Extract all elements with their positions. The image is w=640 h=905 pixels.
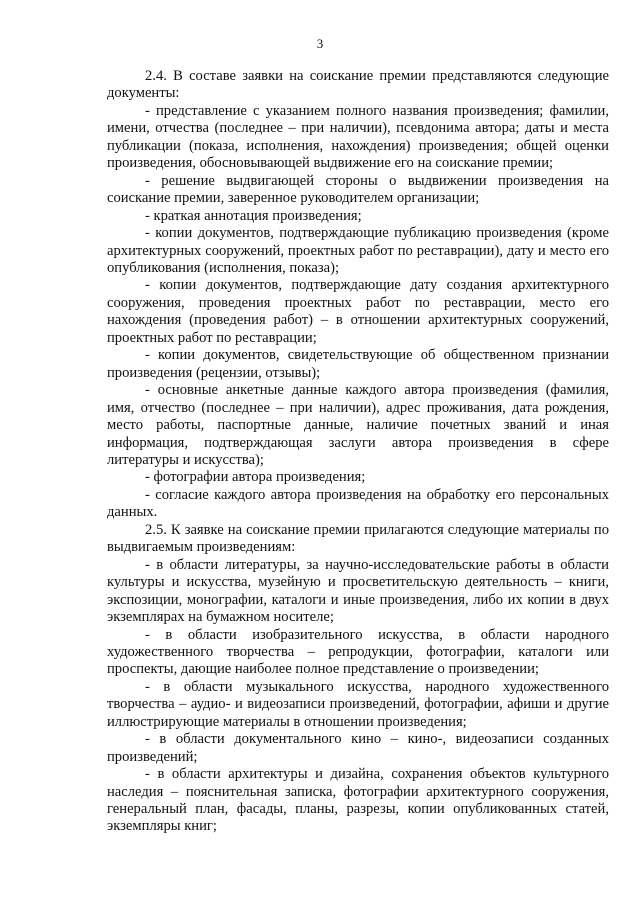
list-item-documentary: - в области документального кино – кино-, видеозаписи созданных произведений; xyxy=(107,731,609,765)
list-item-nomination-statement: - представление с указанием полного названия произведения; фамилии, имени, отчества (последнее – при наличии), псевдонима автора; даты и места публикации (показа, исполнения, нахождения) произведения; общей оценки произведения, обосновывающей выдвижение его на соискание премии; xyxy=(107,102,609,172)
list-item-author-photos: - фотографии автора произведения; xyxy=(145,469,366,486)
list-item-architecture-design: - в области архитектуры и дизайна, сохранения объектов культурного наследия – пояснительная записка, фотографии архитектурного сооружения, генеральный план, фасады, планы, разрезы, копии опубликованных статей, экземпляры книг; xyxy=(107,766,609,835)
list-item-nominating-decision: - решение выдвигающей стороны о выдвижении произведения на соискание премии, заверенное руководителем организации; xyxy=(107,172,609,207)
document-body xyxy=(107,68,609,836)
list-item-fine-arts: - в области изобразительного искусства, в области народного художественного творчества – репродукции, фотографии, каталоги или проспекты, дающие наиболее полное представление о произведении; xyxy=(107,626,609,678)
list-item-personal-data-consent: - согласие каждого автора произведения на обработку его персональных данных. xyxy=(107,486,609,521)
list-item-music: - в области музыкального искусства, народного художественного творчества – аудио- и видеозаписи произведений, фотографии, афиши и другие иллюстрирующие материалы в отношении произведения; xyxy=(107,678,609,730)
list-item-author-data: - основные анкетные данные каждого автора произведения (фамилия, имя, отчество (последнее – при наличии), адрес проживания, дата рождения, место работы, паспортные данные, наличие почетных званий и иная информация, подтверждающая заслуги автора произведения в сфере литературы и искусства); xyxy=(107,382,609,468)
section-2-5-heading: 2.5. К заявке на соискание премии прилагаются следующие материалы по выдвигаемым произведениям: xyxy=(107,521,609,556)
list-item-architecture-documents: - копии документов, подтверждающие дату создания архитектурного сооружения, проведения проектных работ по реставрации, место его нахождения (проведения работ) – в отношении архитектурных сооружений, проектных работ по реставрации; xyxy=(107,277,609,346)
page-number: 3 xyxy=(316,36,324,51)
list-item-literature: - в области литературы, за научно-исследовательские работы в области культуры и искусства, музейную и просветительскую деятельность – книги, экспозиции, монографии, каталоги и иные произведения, либо их копии в двух экземплярах на бумажном носителе; xyxy=(107,556,609,626)
list-item-brief-annotation: - краткая аннотация произведения; xyxy=(145,207,362,224)
list-item-publication-documents: - копии документов, подтверждающие публикацию произведения (кроме архитектурных сооружений, проектных работ по реставрации), дату и место его опубликования (исполнения, показа); xyxy=(107,225,609,276)
list-item-public-recognition: - копии документов, свидетельствующие об общественном признании произведения (рецензии, отзывы); xyxy=(107,347,609,381)
section-2-4-heading: 2.4. В составе заявки на соискание премии представляются следующие документы: xyxy=(107,68,609,102)
